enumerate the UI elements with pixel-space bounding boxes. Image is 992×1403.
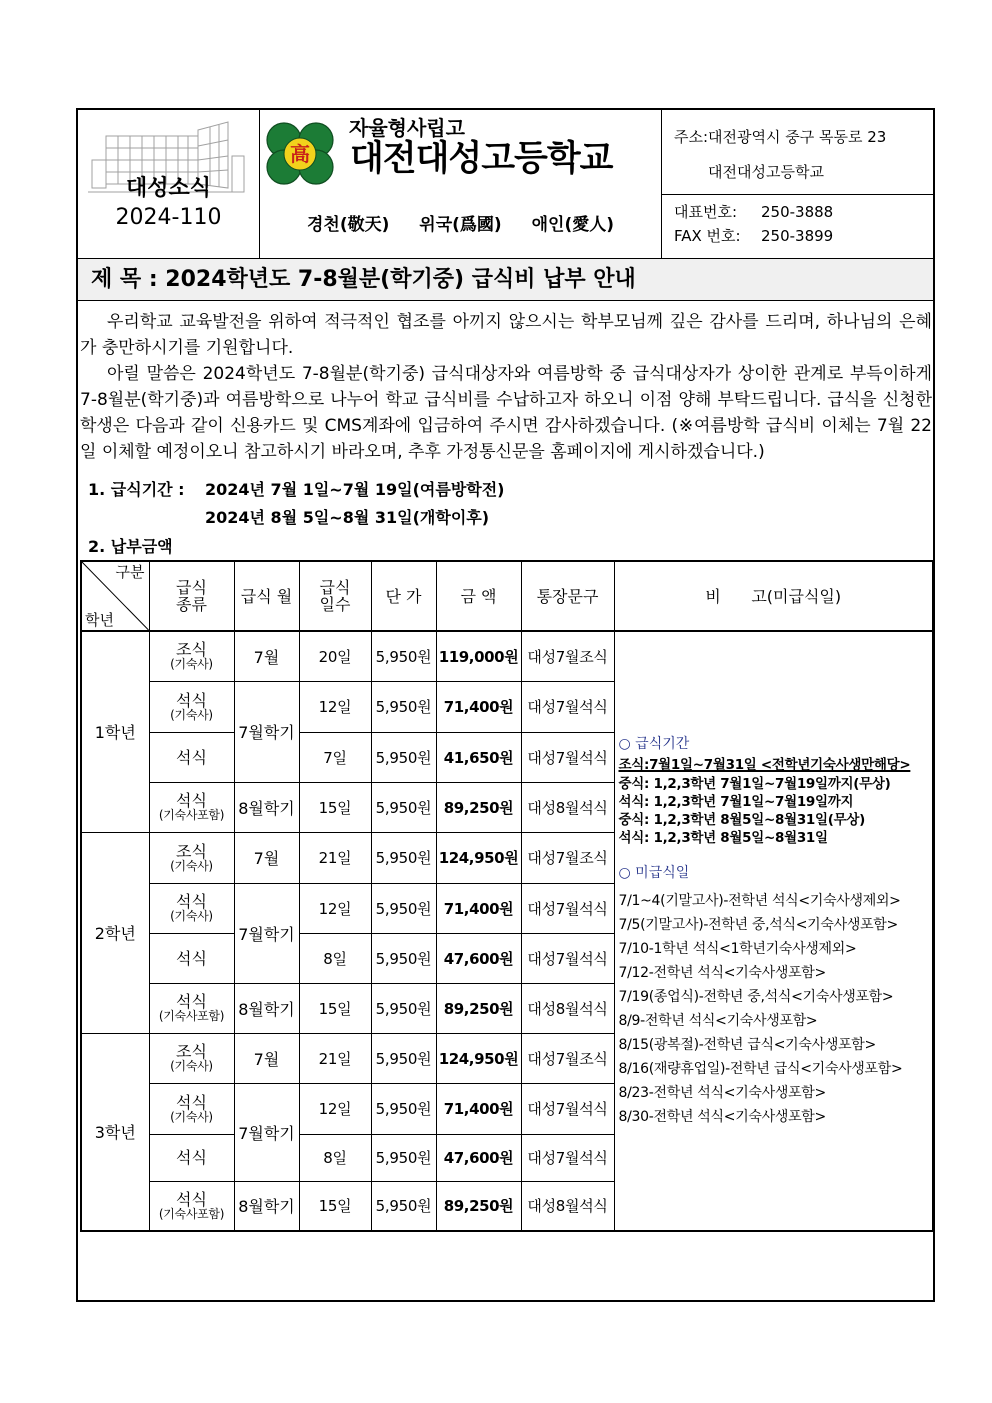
amount-cell: 71,400원 [436,1083,521,1134]
meal-period-line: 석식: 1,2,3학년 8월5일~8월31일 [618,830,828,846]
meal-type: 조식 [176,841,207,861]
meal-days-cell: 12일 [299,681,371,732]
document-body [78,309,933,1232]
unit-price-cell: 5,950원 [371,1134,436,1181]
meal-type-cell [149,1181,234,1231]
meal-days-cell: 12일 [299,1083,371,1134]
meal-type-cell [149,631,234,681]
remarks-header: 비 고(미급식일) [614,561,933,631]
meal-period-line: 중식: 1,2,3학년 7월1일~7월19일까지(무상) [618,776,891,792]
meal-month-cell: 7월 [234,631,299,681]
missed-meal-item: 8/9-전학년 석식<기숙사생포함> [618,1013,818,1029]
missed-meal-heading: ○ 미급식일 [618,865,690,881]
amount-cell: 47,600원 [436,933,521,983]
meal-period-line: 중식: 1,2,3학년 8월5일~8월31일(무상) [618,812,865,828]
meal-type: 석식 [176,948,207,968]
meal-type: 석식 [176,791,207,810]
address-line2: 대전대성고등학교 [708,162,824,181]
meal-period-heading: ○ 급식기간 [618,736,690,752]
bank-memo-cell: 대성7월석식 [521,933,614,983]
unit-price-cell: 5,950원 [371,631,436,681]
meal-type-note: (기숙사포함) [158,1009,225,1023]
meal-type: 석식 [176,1148,207,1167]
amount-cell: 124,950원 [436,832,521,883]
unit-price-cell: 5,950원 [371,832,436,883]
school-type: 자율형사립고 [349,116,465,140]
unit-price-header: 단 가 [371,561,436,631]
meal-month-cell: 7월 [234,1033,299,1083]
document-frame [76,108,935,1302]
bank-memo-cell: 대성8월석식 [521,1181,614,1231]
meal-period-after-school-start: 2024년 8월 5일~8월 31일(개학이후) [205,508,490,527]
meal-days-cell: 15일 [299,1181,371,1231]
meal-type-cell [149,1134,234,1181]
bank-memo-cell: 대성7월석식 [521,1083,614,1134]
amount-cell: 119,000원 [436,631,521,681]
address-label: 주소: [674,128,709,146]
meal-period-section [80,476,932,532]
meal-type-note: (기숙사) [170,1059,213,1073]
address-line1: 대전광역시 중구 목동로 23 [708,128,887,146]
payment-amount-heading: 2. 납부금액 [88,537,173,556]
meal-month-cell: 8월학기 [234,782,299,832]
unit-price-cell: 5,950원 [371,933,436,983]
motto-item: 애인(愛人) [531,215,614,235]
meal-type-note: (기숙사) [170,657,213,672]
notice-paragraph: 아릴 말씀은 2024학년도 7-8월분(학기중) 급식대상자와 여름방학 중 급식대상자가 상이한 관계로 부득이하게 7-8월분(학기중)과 여름방학으로 나누어 학교 급식비를 수납하고자 하오니 이점 양해 부탁드립니다. 급식을 신청한 학생은 다음과 같이 신용카드 및 CMS계좌에 입금하여 주시면 감사하겠습니다. (※여름방학 급식비 이체는 7월 22일 이체할 예정이오니 참고하시기 바라오며, 추후 가정통신문을 홈페이지에 게시하겠습니다.) [80,364,932,462]
meal-type-cell [149,933,234,983]
missed-meal-item: 8/16(재량휴업일)-전학년 급식<기숙사생포함> [618,1061,903,1077]
meal-days-cell: 20일 [299,631,371,681]
meal-period-before-vacation: 2024년 7월 1일~7월 19일(여름방학전) [205,480,505,499]
meal-month-cell: 7월학기 [234,883,299,983]
grade-axis-label: 학년 [85,611,114,629]
newsletter-name: 대성소식 [125,176,211,201]
meal-type-cell [149,1033,234,1083]
category-axis-label: 구분 [115,563,145,581]
meal-days-cell: 21일 [299,1033,371,1083]
missed-meal-item: 7/19(종업식)-전학년 중,석식<기숙사생포함> [618,989,894,1005]
motto-item: 위국(爲國) [419,215,502,235]
meal-month-cell: 7월학기 [234,681,299,782]
meal-type-note: (기숙사포함) [158,808,225,822]
bank-memo-cell: 대성8월석식 [521,983,614,1033]
unit-price-cell: 5,950원 [371,1181,436,1231]
bank-memo-header: 통장문구 [521,561,614,631]
bank-memo-cell: 대성7월석식 [521,1134,614,1181]
meal-type: 석식 [176,1092,207,1112]
meal-month-cell: 7월학기 [234,1083,299,1181]
meal-month-header: 급식 월 [234,561,299,631]
bank-memo-cell: 대성7월석식 [521,732,614,782]
fax-label: FAX 번호: [674,227,741,245]
document-title: 제 목 : 2024학년도 7-8월분(학기중) 급식비 납부 안내 [78,259,933,301]
amount-cell: 71,400원 [436,883,521,933]
meal-type-cell [149,883,234,933]
meal-period-label: 1. 급식기간 : [88,480,185,499]
logo-glyph: 高 [290,142,310,166]
bank-memo-cell: 대성7월석식 [521,883,614,933]
missed-meal-item: 7/12-전학년 석식<기숙사생포함> [618,965,826,981]
unit-price-cell: 5,950원 [371,1083,436,1134]
phone-number: 250-3888 [761,203,834,221]
meal-type-header: 급식 종류 [149,561,234,631]
unit-price-cell: 5,950원 [371,732,436,782]
meal-type-cell [149,983,234,1033]
grade-cell: 1학년 [81,631,149,832]
meal-type: 조식 [176,1042,207,1061]
school-name: 대전대성고등학교 [350,139,613,179]
meal-days-cell: 12일 [299,883,371,933]
missed-meal-item: 8/30-전학년 석식<기숙사생포함> [618,1109,826,1125]
meal-table-body [81,631,933,1231]
meal-type-cell [149,681,234,732]
meal-period-line: 석식: 1,2,3학년 7월1일~7월19일까지 [618,794,854,810]
meal-month-cell: 8월학기 [234,1181,299,1231]
amount-cell: 47,600원 [436,1134,521,1181]
motto-item: 경천(敬天) [306,215,390,235]
issue-number: 2024-110 [115,205,222,230]
address-block [662,110,933,195]
meal-type-cell [149,782,234,832]
missed-meal-item: 8/15(광복절)-전학년 급식<기숙사생포함> [618,1037,876,1053]
meal-type-note: (기숙사) [170,909,213,923]
school-identity [260,110,662,258]
meal-type: 석식 [176,747,207,767]
grade-cell: 2학년 [81,832,149,1033]
amount-cell: 71,400원 [436,681,521,732]
bank-memo-cell: 대성7월석식 [521,681,614,732]
phone-label: 대표번호: [674,203,738,221]
meal-period-line: 조식:7월1일~7월31일 <전학년기숙사생만해당> [618,757,911,773]
bank-memo-cell: 대성7월조식 [521,631,614,681]
school-logo [262,120,338,188]
bank-memo-cell: 대성7월조식 [521,1033,614,1083]
fax-number: 250-3899 [761,227,834,245]
meal-days-cell: 8일 [299,933,371,983]
meal-month-cell: 7월 [234,832,299,883]
meal-type: 석식 [176,892,207,911]
meal-type: 석식 [176,690,207,710]
amount-cell: 41,650원 [436,732,521,782]
meal-days-cell: 15일 [299,782,371,832]
table-row [81,631,933,681]
meal-days-cell: 8일 [299,1134,371,1181]
greeting-paragraph: 우리학교 교육발전을 위하여 적극적인 협조를 아끼지 않으시는 학부모님께 깊은 감사를 드리며, 하나님의 은혜가 충만하시기를 기원합니다. [80,312,932,358]
amount-cell: 124,950원 [436,1033,521,1083]
missed-meal-item: 8/23-전학년 석식<기숙사생포함> [618,1085,826,1101]
amount-cell: 89,250원 [436,983,521,1033]
missed-meal-item: 7/1~4(기말고사)-전학년 석식<기숙사생제외> [618,893,901,909]
unit-price-cell: 5,950원 [371,681,436,732]
unit-price-cell: 5,950원 [371,983,436,1033]
amount-cell: 89,250원 [436,782,521,832]
grade-cell: 3학년 [81,1033,149,1231]
amount-cell: 89,250원 [436,1181,521,1231]
meal-type-note: (기숙사포함) [158,1206,225,1221]
bank-memo-cell: 대성8월석식 [521,782,614,832]
meal-days-header: 급식 일수 [299,561,371,631]
meal-type-note: (기숙사) [170,1109,213,1124]
table-header-row [81,561,933,631]
meal-type: 조식 [176,640,207,660]
meal-type-cell [149,1083,234,1134]
unit-price-cell: 5,950원 [371,1033,436,1083]
meal-type-note: (기숙사) [170,707,213,722]
meal-type-note: (기숙사) [170,858,213,873]
newsletter-box [78,110,260,258]
letterhead [78,110,933,259]
school-motto [260,213,661,237]
missed-meal-list [619,889,933,1129]
amount-header: 금 액 [436,561,521,631]
header-corner-cell [81,561,149,631]
meal-month-cell: 8월학기 [234,983,299,1033]
bank-memo-cell: 대성7월조식 [521,832,614,883]
meal-fee-table [80,560,934,1232]
missed-meal-item: 7/5(기말고사)-전학년 중,석식<기숙사생포함> [618,917,898,933]
missed-meal-item: 7/10-1학년 석식<1학년기숙사생제외> [618,941,857,957]
unit-price-cell: 5,950원 [371,883,436,933]
meal-type-cell [149,732,234,782]
meal-days-cell: 21일 [299,832,371,883]
meal-type-cell [149,832,234,883]
phone-block [662,195,933,248]
unit-price-cell: 5,950원 [371,782,436,832]
meal-type: 석식 [176,1189,207,1209]
meal-days-cell: 7일 [299,732,371,782]
remarks-cell [614,631,933,1231]
meal-days-cell: 15일 [299,983,371,1033]
meal-type: 석식 [176,992,207,1011]
contact-info [662,110,933,258]
